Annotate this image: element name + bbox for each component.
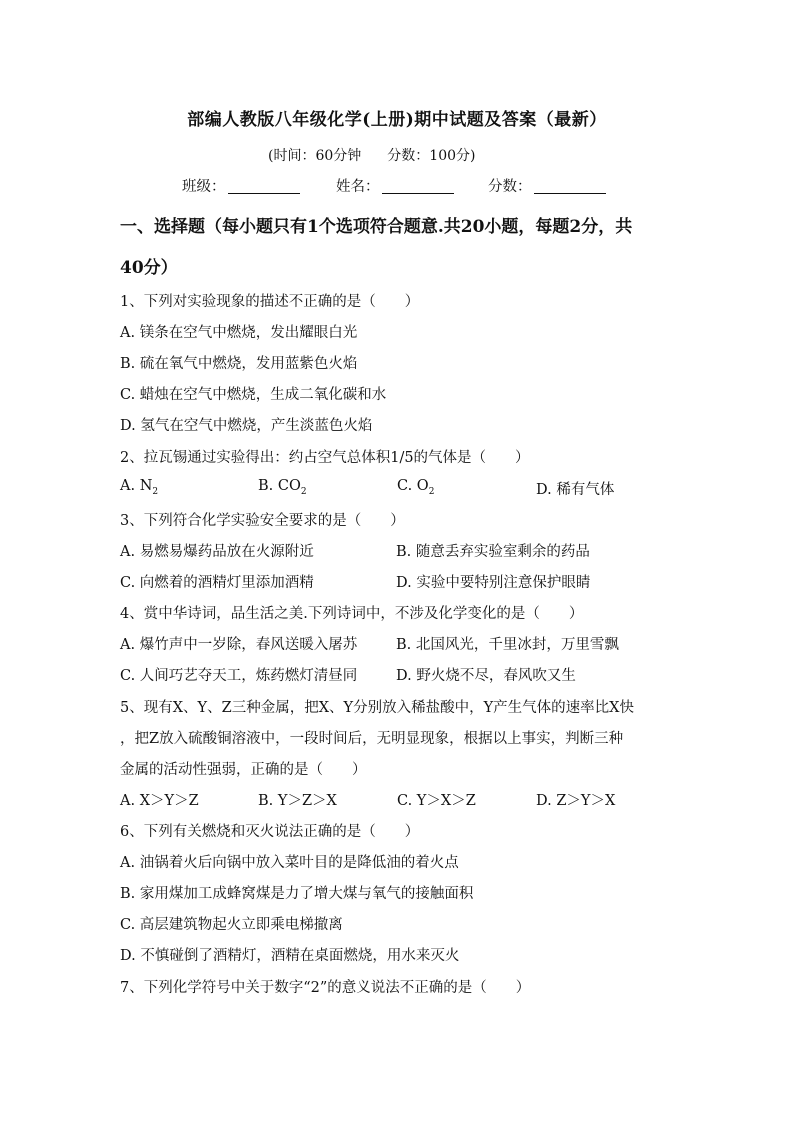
- class-label: 班级：: [182, 179, 226, 195]
- question-2-option-d: D. 稀有气体: [536, 482, 615, 498]
- question-5-option-c: C. Y＞X＞Z: [397, 793, 476, 809]
- name-field: [336, 175, 454, 196]
- question-3-option-b: B. 随意丢弃实验室剩余的药品: [396, 544, 590, 560]
- score-field: [488, 175, 606, 196]
- question-6-stem: 6、下列有关燃烧和灭火说法正确的是（ ）: [120, 824, 420, 840]
- question-1-option-d: D. 氢气在空气中燃烧，产生淡蓝色火焰: [120, 418, 373, 434]
- question-5-stem-line1: 5、现有X、Y、Z三种金属，把X、Y分别放入稀盐酸中，Y产生气体的速率比X快: [120, 700, 634, 716]
- question-2-option-b: [258, 478, 307, 497]
- time-limit: (时间：60分钟: [268, 148, 362, 164]
- question-1-option-b: B. 硫在氧气中燃烧，发用蓝紫色火焰: [120, 356, 358, 372]
- score-blank: [534, 179, 606, 194]
- question-5-stem-line2: ，把Z放入硫酸铜溶液中，一段时间后，无明显现象，根据以上事实，判断三种: [120, 731, 624, 747]
- option-b-text: B. CO: [258, 478, 301, 494]
- class-field: [182, 175, 300, 196]
- option-c-text: C. O: [397, 478, 429, 494]
- question-4-option-c: C. 人间巧艺夺天工，炼药燃灯清昼同: [120, 668, 358, 684]
- subscript: 2: [428, 486, 435, 497]
- score-label: 分数：: [488, 179, 532, 195]
- name-blank: [382, 179, 454, 194]
- question-6-option-a: A. 油锅着火后向锅中放入菜叶目的是降低油的着火点: [120, 855, 459, 871]
- question-2-option-c: [397, 478, 434, 497]
- question-5-option-b: B. Y＞Z＞X: [258, 793, 337, 809]
- option-a-text: A. N: [120, 478, 153, 494]
- subscript: 2: [300, 486, 307, 497]
- question-2-stem: 2、拉瓦锡通过实验得出：约占空气总体积1/5的气体是（ ）: [120, 450, 530, 466]
- class-blank: [228, 179, 300, 194]
- question-1-option-c: C. 蜡烛在空气中燃烧，生成二氧化碳和水: [120, 387, 387, 403]
- question-4-option-b: B. 北国风光，千里冰封，万里雪飘: [396, 637, 619, 653]
- question-5-option-d: D. Z＞Y＞X: [536, 793, 616, 809]
- question-3-option-c: C. 向燃着的酒精灯里添加酒精: [120, 575, 314, 591]
- question-4-option-d: D. 野火烧不尽，春风吹又生: [396, 668, 576, 684]
- question-4-option-a: A. 爆竹声中一岁除，春风送暖入屠苏: [120, 637, 358, 653]
- page-title: 部编人教版八年级化学(上册)期中试题及答案（最新）: [187, 110, 607, 130]
- exam-meta: [268, 145, 501, 165]
- section-heading-line2: 40分）: [120, 258, 178, 278]
- question-1-option-a: A. 镁条在空气中燃烧，发出耀眼白光: [120, 325, 358, 341]
- question-6-option-c: C. 高层建筑物起火立即乘电梯撤离: [120, 917, 343, 933]
- question-2-option-a: [120, 478, 158, 497]
- question-3-option-a: A. 易燃易爆药品放在火源附近: [120, 544, 314, 560]
- total-score: 分数：100分): [387, 148, 476, 164]
- question-5-stem-line3: 金属的活动性强弱，正确的是（ ）: [120, 762, 367, 778]
- question-6-option-b: B. 家用煤加工成蜂窝煤是力了增大煤与氧气的接触面积: [120, 886, 474, 902]
- name-label: 姓名：: [336, 179, 380, 195]
- section-heading-line1: 一、选择题（每小题只有1个选项符合题意.共20小题，每题2分，共: [120, 217, 633, 237]
- subscript: 2: [152, 486, 159, 497]
- question-4-stem: 4、赏中华诗词，品生活之美.下列诗词中，不涉及化学变化的是（ ）: [120, 606, 584, 622]
- question-6-option-d: D. 不慎碰倒了酒精灯，酒精在桌面燃烧，用水来灭火: [120, 948, 460, 964]
- question-5-option-a: A. X＞Y＞Z: [120, 793, 199, 809]
- question-3-stem: 3、下列符合化学实验安全要求的是（ ）: [120, 513, 405, 529]
- question-7-stem: 7、下列化学符号中关于数字“2”的意义说法不正确的是（ ）: [120, 980, 531, 996]
- question-1-stem: 1、下列对实验现象的描述不正确的是（ ）: [120, 294, 420, 310]
- question-3-option-d: D. 实验中要特别注意保护眼睛: [396, 575, 591, 591]
